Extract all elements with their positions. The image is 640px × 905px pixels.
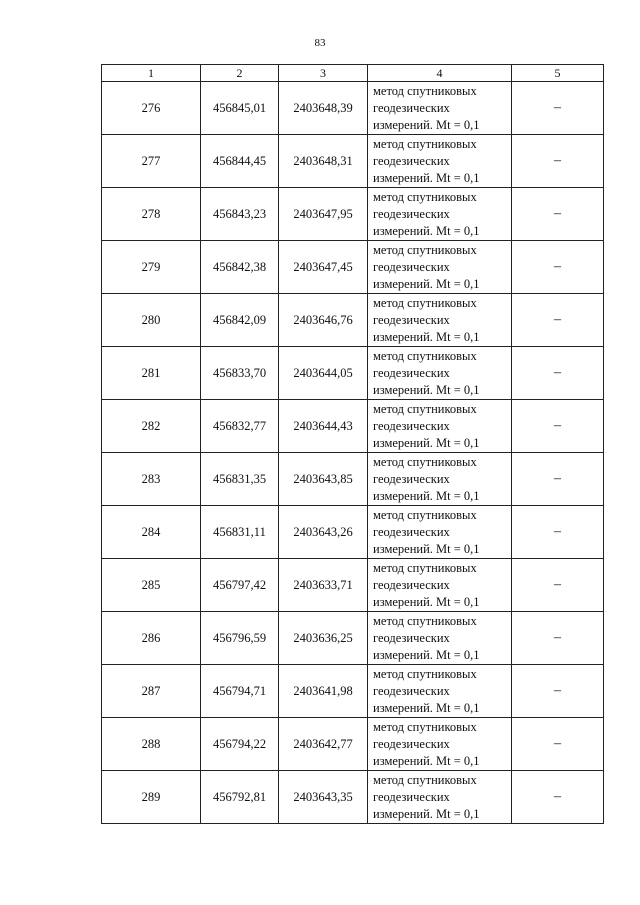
method-cell — [368, 241, 512, 294]
point-number-cell: 278 — [102, 188, 201, 241]
point-number-cell: 281 — [102, 347, 201, 400]
method-line: геодезических — [373, 736, 450, 751]
y-coordinate-cell: 2403646,76 — [279, 294, 368, 347]
x-coordinate-cell: 456796,59 — [201, 612, 279, 665]
note-cell: – — [512, 718, 604, 771]
point-number-cell: 286 — [102, 612, 201, 665]
method-line: измерений. Mt = 0,1 — [373, 382, 480, 397]
y-coordinate-cell: 2403641,98 — [279, 665, 368, 718]
method-cell — [368, 347, 512, 400]
table-row — [102, 612, 604, 665]
table-header-row — [102, 65, 604, 82]
method-line: геодезических — [373, 206, 450, 221]
x-coordinate-cell: 456794,71 — [201, 665, 279, 718]
y-coordinate-cell: 2403644,05 — [279, 347, 368, 400]
method-cell — [368, 135, 512, 188]
column-header-5: 5 — [512, 65, 604, 82]
method-line: измерений. Mt = 0,1 — [373, 753, 480, 768]
method-line: геодезических — [373, 577, 450, 592]
method-line: измерений. Mt = 0,1 — [373, 117, 480, 132]
method-line: измерений. Mt = 0,1 — [373, 435, 480, 450]
note-cell: – — [512, 559, 604, 612]
table-row — [102, 347, 604, 400]
point-number-cell: 288 — [102, 718, 201, 771]
x-coordinate-cell: 456831,35 — [201, 453, 279, 506]
note-cell: – — [512, 771, 604, 824]
method-line: геодезических — [373, 630, 450, 645]
method-line: метод спутниковых — [373, 666, 477, 681]
method-line: измерений. Mt = 0,1 — [373, 594, 480, 609]
method-line: метод спутниковых — [373, 295, 477, 310]
point-number-cell: 277 — [102, 135, 201, 188]
method-cell — [368, 400, 512, 453]
coordinates-table — [101, 64, 604, 824]
y-coordinate-cell: 2403643,85 — [279, 453, 368, 506]
point-number-cell: 284 — [102, 506, 201, 559]
x-coordinate-cell: 456792,81 — [201, 771, 279, 824]
y-coordinate-cell: 2403643,26 — [279, 506, 368, 559]
method-line: геодезических — [373, 471, 450, 486]
point-number-cell: 289 — [102, 771, 201, 824]
point-number-cell: 285 — [102, 559, 201, 612]
method-line: геодезических — [373, 789, 450, 804]
method-line: геодезических — [373, 259, 450, 274]
method-line: измерений. Mt = 0,1 — [373, 329, 480, 344]
point-number-cell: 282 — [102, 400, 201, 453]
note-cell: – — [512, 294, 604, 347]
method-line: метод спутниковых — [373, 507, 477, 522]
method-cell — [368, 718, 512, 771]
method-line: измерений. Mt = 0,1 — [373, 170, 480, 185]
note-cell: – — [512, 400, 604, 453]
method-line: метод спутниковых — [373, 719, 477, 734]
note-cell: – — [512, 506, 604, 559]
method-line: метод спутниковых — [373, 242, 477, 257]
method-line: метод спутниковых — [373, 401, 477, 416]
method-line: измерений. Mt = 0,1 — [373, 541, 480, 556]
method-cell — [368, 188, 512, 241]
table-row — [102, 135, 604, 188]
note-cell: – — [512, 612, 604, 665]
method-cell — [368, 294, 512, 347]
method-cell — [368, 453, 512, 506]
method-line: измерений. Mt = 0,1 — [373, 647, 480, 662]
y-coordinate-cell: 2403643,35 — [279, 771, 368, 824]
y-coordinate-cell: 2403648,39 — [279, 82, 368, 135]
table-body — [102, 82, 604, 824]
note-cell: – — [512, 82, 604, 135]
method-cell — [368, 506, 512, 559]
note-cell: – — [512, 188, 604, 241]
note-cell: – — [512, 347, 604, 400]
table-row — [102, 506, 604, 559]
table-row — [102, 294, 604, 347]
column-header-1: 1 — [102, 65, 201, 82]
table-row — [102, 82, 604, 135]
y-coordinate-cell: 2403644,43 — [279, 400, 368, 453]
y-coordinate-cell: 2403647,45 — [279, 241, 368, 294]
x-coordinate-cell: 456832,77 — [201, 400, 279, 453]
point-number-cell: 279 — [102, 241, 201, 294]
method-cell — [368, 612, 512, 665]
x-coordinate-cell: 456842,09 — [201, 294, 279, 347]
x-coordinate-cell: 456833,70 — [201, 347, 279, 400]
x-coordinate-cell: 456844,45 — [201, 135, 279, 188]
method-line: геодезических — [373, 153, 450, 168]
table-row — [102, 241, 604, 294]
page-number: 83 — [314, 37, 326, 49]
method-line: метод спутниковых — [373, 136, 477, 151]
table-row — [102, 559, 604, 612]
y-coordinate-cell: 2403633,71 — [279, 559, 368, 612]
y-coordinate-cell: 2403647,95 — [279, 188, 368, 241]
table-row — [102, 718, 604, 771]
x-coordinate-cell: 456794,22 — [201, 718, 279, 771]
y-coordinate-cell: 2403636,25 — [279, 612, 368, 665]
method-line: геодезических — [373, 683, 450, 698]
method-line: измерений. Mt = 0,1 — [373, 488, 480, 503]
table-row — [102, 453, 604, 506]
method-line: измерений. Mt = 0,1 — [373, 806, 480, 821]
method-line: метод спутниковых — [373, 454, 477, 469]
y-coordinate-cell: 2403648,31 — [279, 135, 368, 188]
method-line: метод спутниковых — [373, 189, 477, 204]
x-coordinate-cell: 456831,11 — [201, 506, 279, 559]
method-cell — [368, 771, 512, 824]
method-line: измерений. Mt = 0,1 — [373, 700, 480, 715]
point-number-cell: 283 — [102, 453, 201, 506]
table-row — [102, 188, 604, 241]
method-line: геодезических — [373, 312, 450, 327]
method-line: метод спутниковых — [373, 772, 477, 787]
x-coordinate-cell: 456845,01 — [201, 82, 279, 135]
point-number-cell: 287 — [102, 665, 201, 718]
column-header-4: 4 — [368, 65, 512, 82]
note-cell: – — [512, 665, 604, 718]
x-coordinate-cell: 456797,42 — [201, 559, 279, 612]
method-line: метод спутниковых — [373, 560, 477, 575]
note-cell: – — [512, 135, 604, 188]
table-row — [102, 771, 604, 824]
method-line: геодезических — [373, 418, 450, 433]
method-cell — [368, 82, 512, 135]
method-line: измерений. Mt = 0,1 — [373, 276, 480, 291]
method-line: метод спутниковых — [373, 83, 477, 98]
column-header-2: 2 — [201, 65, 279, 82]
method-line: геодезических — [373, 524, 450, 539]
method-cell — [368, 665, 512, 718]
method-line: метод спутниковых — [373, 348, 477, 363]
y-coordinate-cell: 2403642,77 — [279, 718, 368, 771]
point-number-cell: 280 — [102, 294, 201, 347]
method-line: геодезических — [373, 365, 450, 380]
x-coordinate-cell: 456843,23 — [201, 188, 279, 241]
method-line: измерений. Mt = 0,1 — [373, 223, 480, 238]
x-coordinate-cell: 456842,38 — [201, 241, 279, 294]
column-header-3: 3 — [279, 65, 368, 82]
method-line: метод спутниковых — [373, 613, 477, 628]
method-cell — [368, 559, 512, 612]
note-cell: – — [512, 453, 604, 506]
note-cell: – — [512, 241, 604, 294]
point-number-cell: 276 — [102, 82, 201, 135]
table-row — [102, 400, 604, 453]
method-line: геодезических — [373, 100, 450, 115]
table-row — [102, 665, 604, 718]
